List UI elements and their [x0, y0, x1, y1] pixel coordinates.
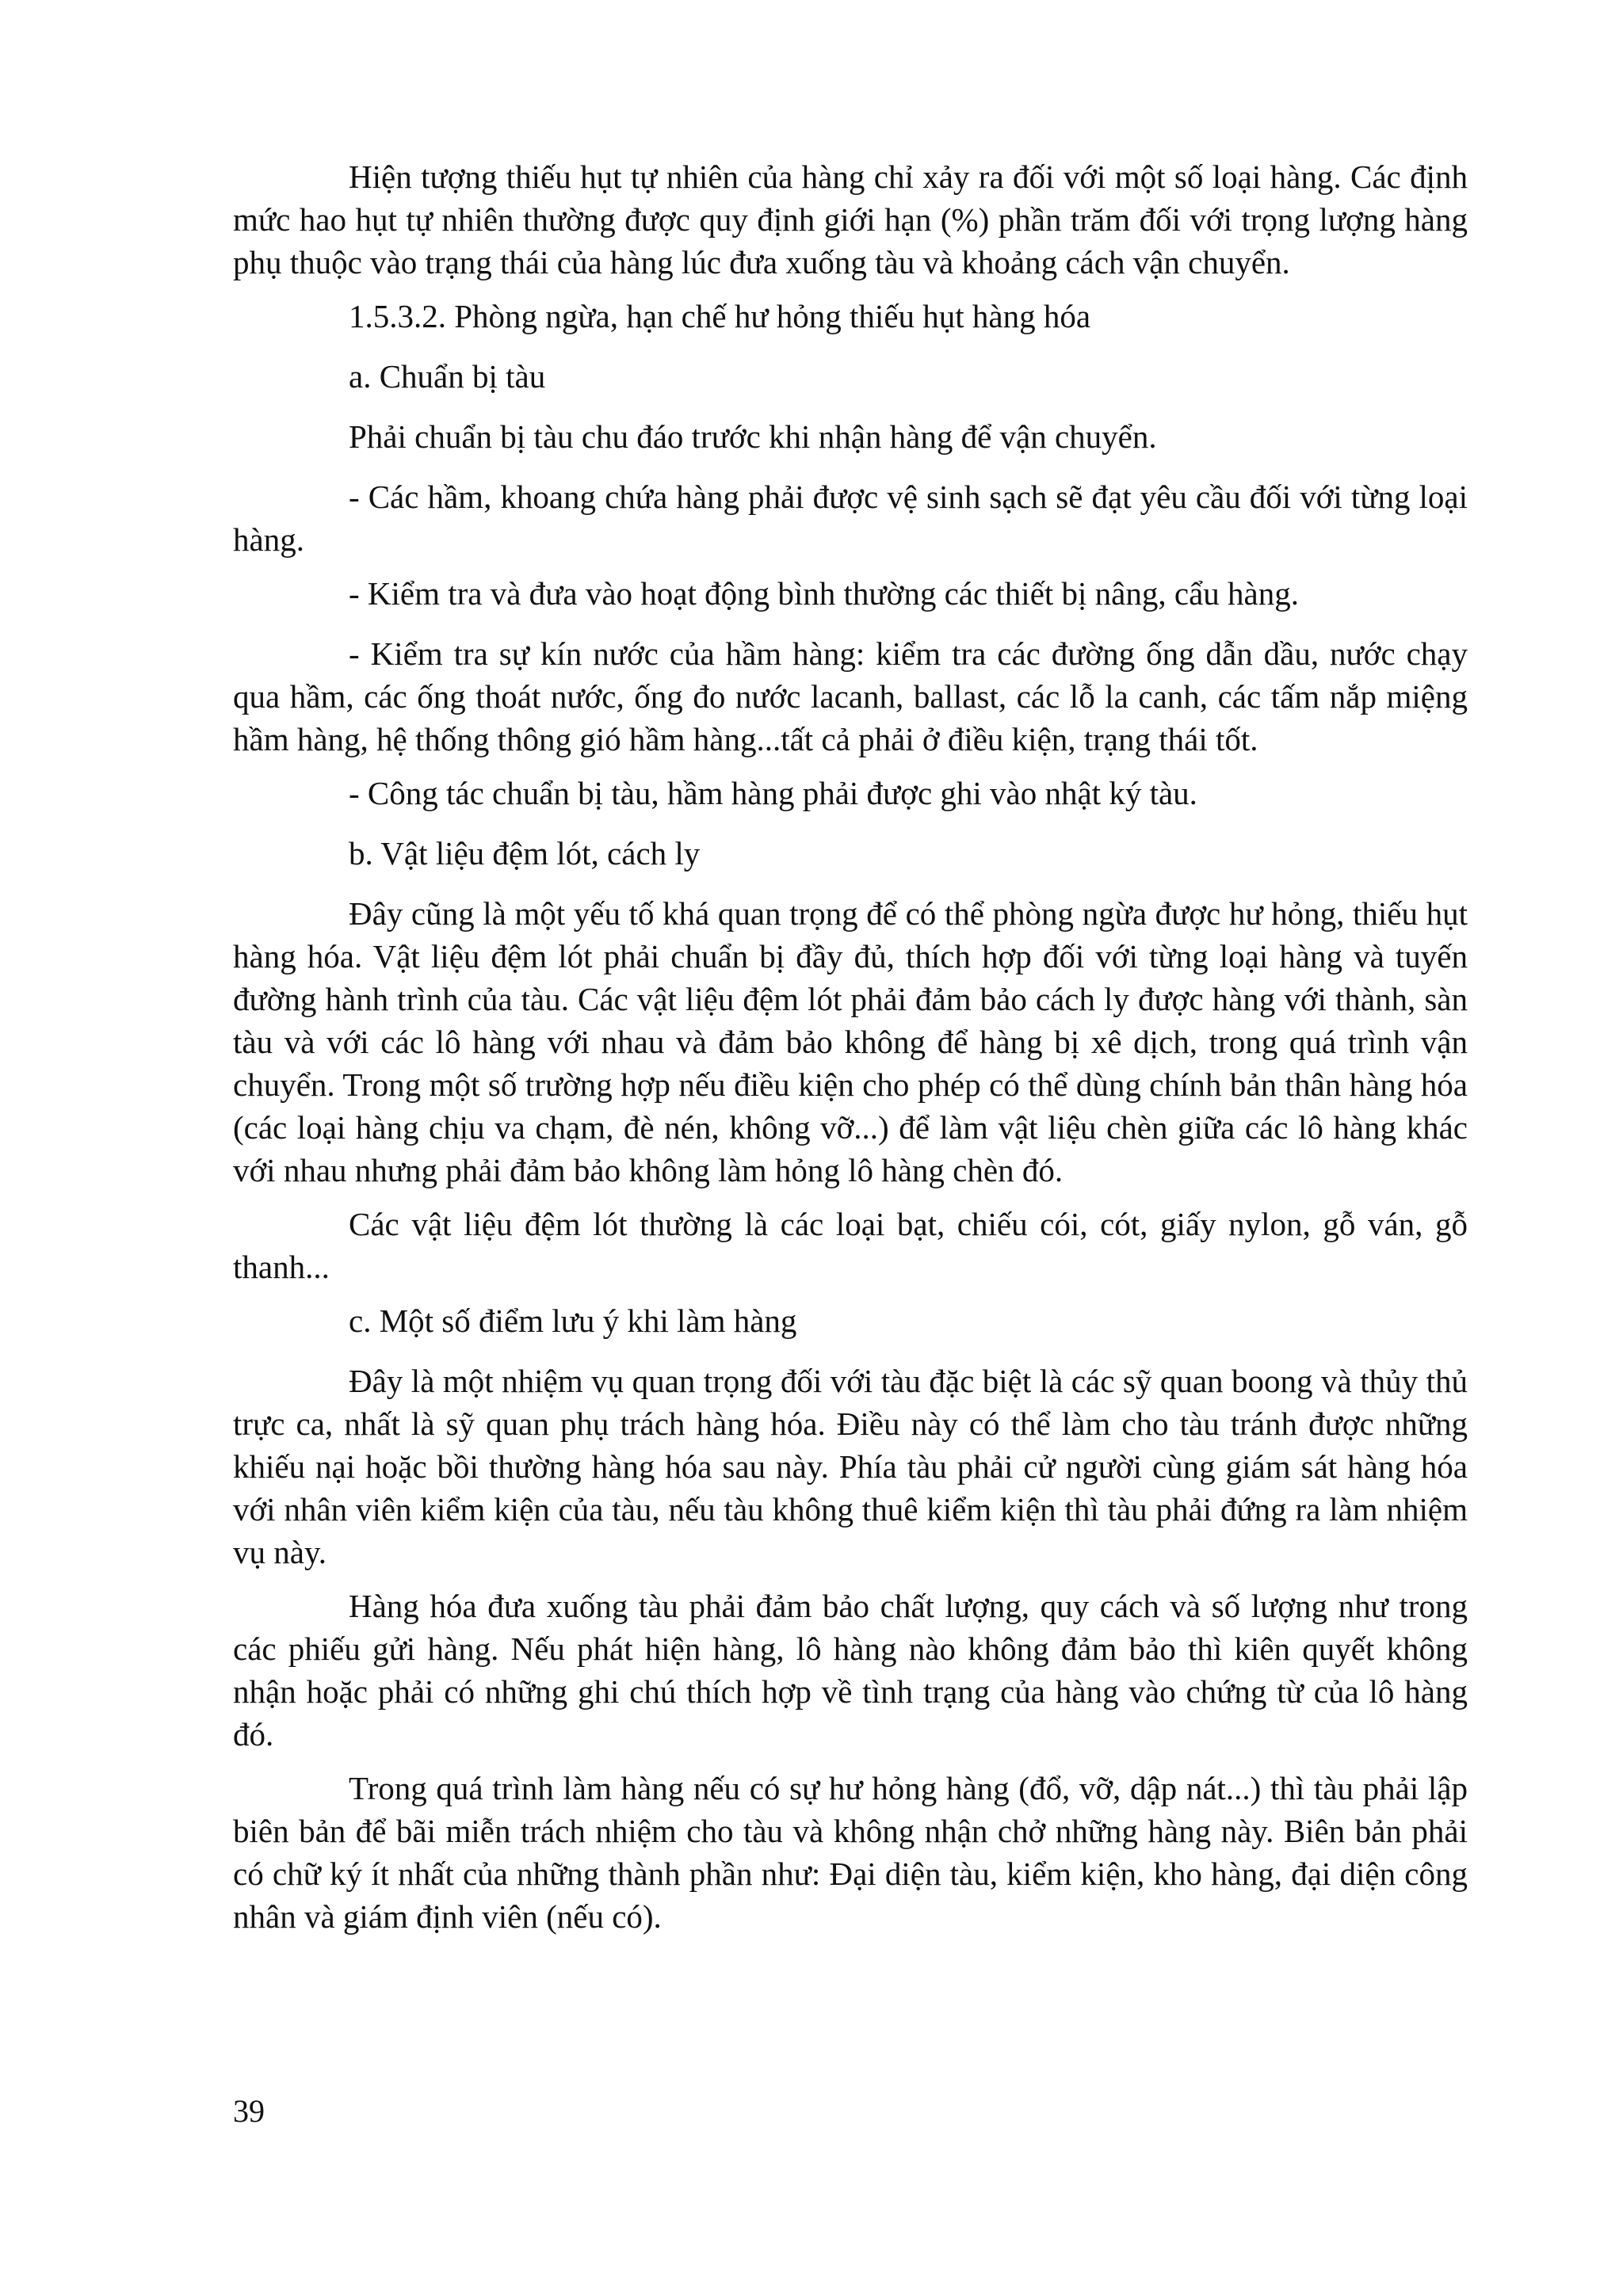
paragraph-dunnage-materials: Các vật liệu đệm lót thường là các loại bạt, chiếu cói, cót, giấy nylon, gỗ ván, gỗ thanh... — [233, 1206, 1468, 1285]
page-body — [233, 155, 1468, 1949]
paragraph-dunnage-importance: Đây cũng là một yếu tố khá quan trọng để có thể phòng ngừa được hư hỏng, thiếu hụt hàng hóa. Vật liệu đệm lót phải chuẩn bị đầy đủ, thích hợp đối với từng loại hàng và tuyến đường hành trình của tàu. Các vật liệu đệm lót phải đảm bảo cách ly được hàng với thành, sàn tàu và với các lô hàng với nhau và đảm bảo không để hàng bị xê dịch, trong quá trình vận chuyển. Trong một số trường hợp nếu điều kiện cho phép có thể dùng chính bản thân hàng hóa (các loại hàng chịu va chạm, đè nén, không vỡ...) để làm vật liệu chèn giữa các lô hàng khác với nhau nhưng phải đảm bảo không làm hỏng lô hàng chèn đó. — [233, 895, 1468, 1188]
subheading-ship-preparation: a. Chuẩn bị tàu — [349, 358, 546, 395]
subheading-dunnage: b. Vật liệu đệm lót, cách ly — [349, 835, 701, 871]
paragraph-prepare-ship: Phải chuẩn bị tàu chu đáo trước khi nhận hàng để vận chuyển. — [349, 418, 1157, 455]
page-number: 39 — [233, 2093, 265, 2129]
bullet-watertightness: - Kiểm tra sự kín nước của hầm hàng: kiểm tra các đường ống dẫn dầu, nước chạy qua hầm, các ống thoát nước, ống đo nước lacanh, ballast, các lỗ la canh, các tấm nắp miệng hầm hàng, hệ thống thông gió hầm hàng...tất cả phải ở điều kiện, trạng thái tốt. — [233, 635, 1468, 757]
section-heading-1-5-3-2: 1.5.3.2. Phòng ngừa, hạn chế hư hỏng thiếu hụt hàng hóa — [349, 298, 1091, 334]
paragraph-cargo-quality: Hàng hóa đưa xuống tàu phải đảm bảo chất lượng, quy cách và số lượng như trong các phiếu gửi hàng. Nếu phát hiện hàng, lô hàng nào không đảm bảo thì kiên quyết không nhận hoặc phải có những ghi chú thích hợp về tình trạng của hàng vào chứng từ của lô hàng đó. — [233, 1588, 1468, 1753]
bullet-lifting-equipment: - Kiểm tra và đưa vào hoạt động bình thường các thiết bị nâng, cẩu hàng. — [349, 575, 1299, 612]
paragraph-natural-shortage: Hiện tượng thiếu hụt tự nhiên của hàng chỉ xảy ra đối với một số loại hàng. Các định mức hao hụt tự nhiên thường được quy định giới hạn (%) phần trăm đối với trọng lượng hàng phụ thuộc vào trạng thái của hàng lúc đưa xuống tàu và khoảng cách vận chuyển. — [233, 158, 1468, 280]
bullet-logbook: - Công tác chuẩn bị tàu, hầm hàng phải được ghi vào nhật ký tàu. — [349, 775, 1197, 811]
bullet-holds-cleaning: - Các hầm, khoang chứa hàng phải được vệ sinh sạch sẽ đạt yêu cầu đối với từng loại hàng. — [233, 479, 1468, 558]
paragraph-officer-duty: Đây là một nhiệm vụ quan trọng đối với tàu đặc biệt là các sỹ quan boong và thủy thủ trực ca, nhất là sỹ quan phụ trách hàng hóa. Điều này có thể làm cho tàu tránh được những khiếu nại hoặc bồi thường hàng hóa sau này. Phía tàu phải cử người cùng giám sát hàng hóa với nhân viên kiểm kiện của tàu, nếu tàu không thuê kiểm kiện thì tàu phải đứng ra làm nhiệm vụ này. — [233, 1363, 1468, 1570]
subheading-cargo-handling-notes: c. Một số điểm lưu ý khi làm hàng — [349, 1302, 797, 1339]
paragraph-damage-report: Trong quá trình làm hàng nếu có sự hư hỏng hàng (đổ, vỡ, dập nát...) thì tàu phải lập biên bản để bãi miễn trách nhiệm cho tàu và không nhận chở những hàng này. Biên bản phải có chữ ký ít nhất của những thành phần như: Đại diện tàu, kiểm kiện, kho hàng, đại diện công nhân và giám định viên (nếu có). — [233, 1770, 1468, 1935]
